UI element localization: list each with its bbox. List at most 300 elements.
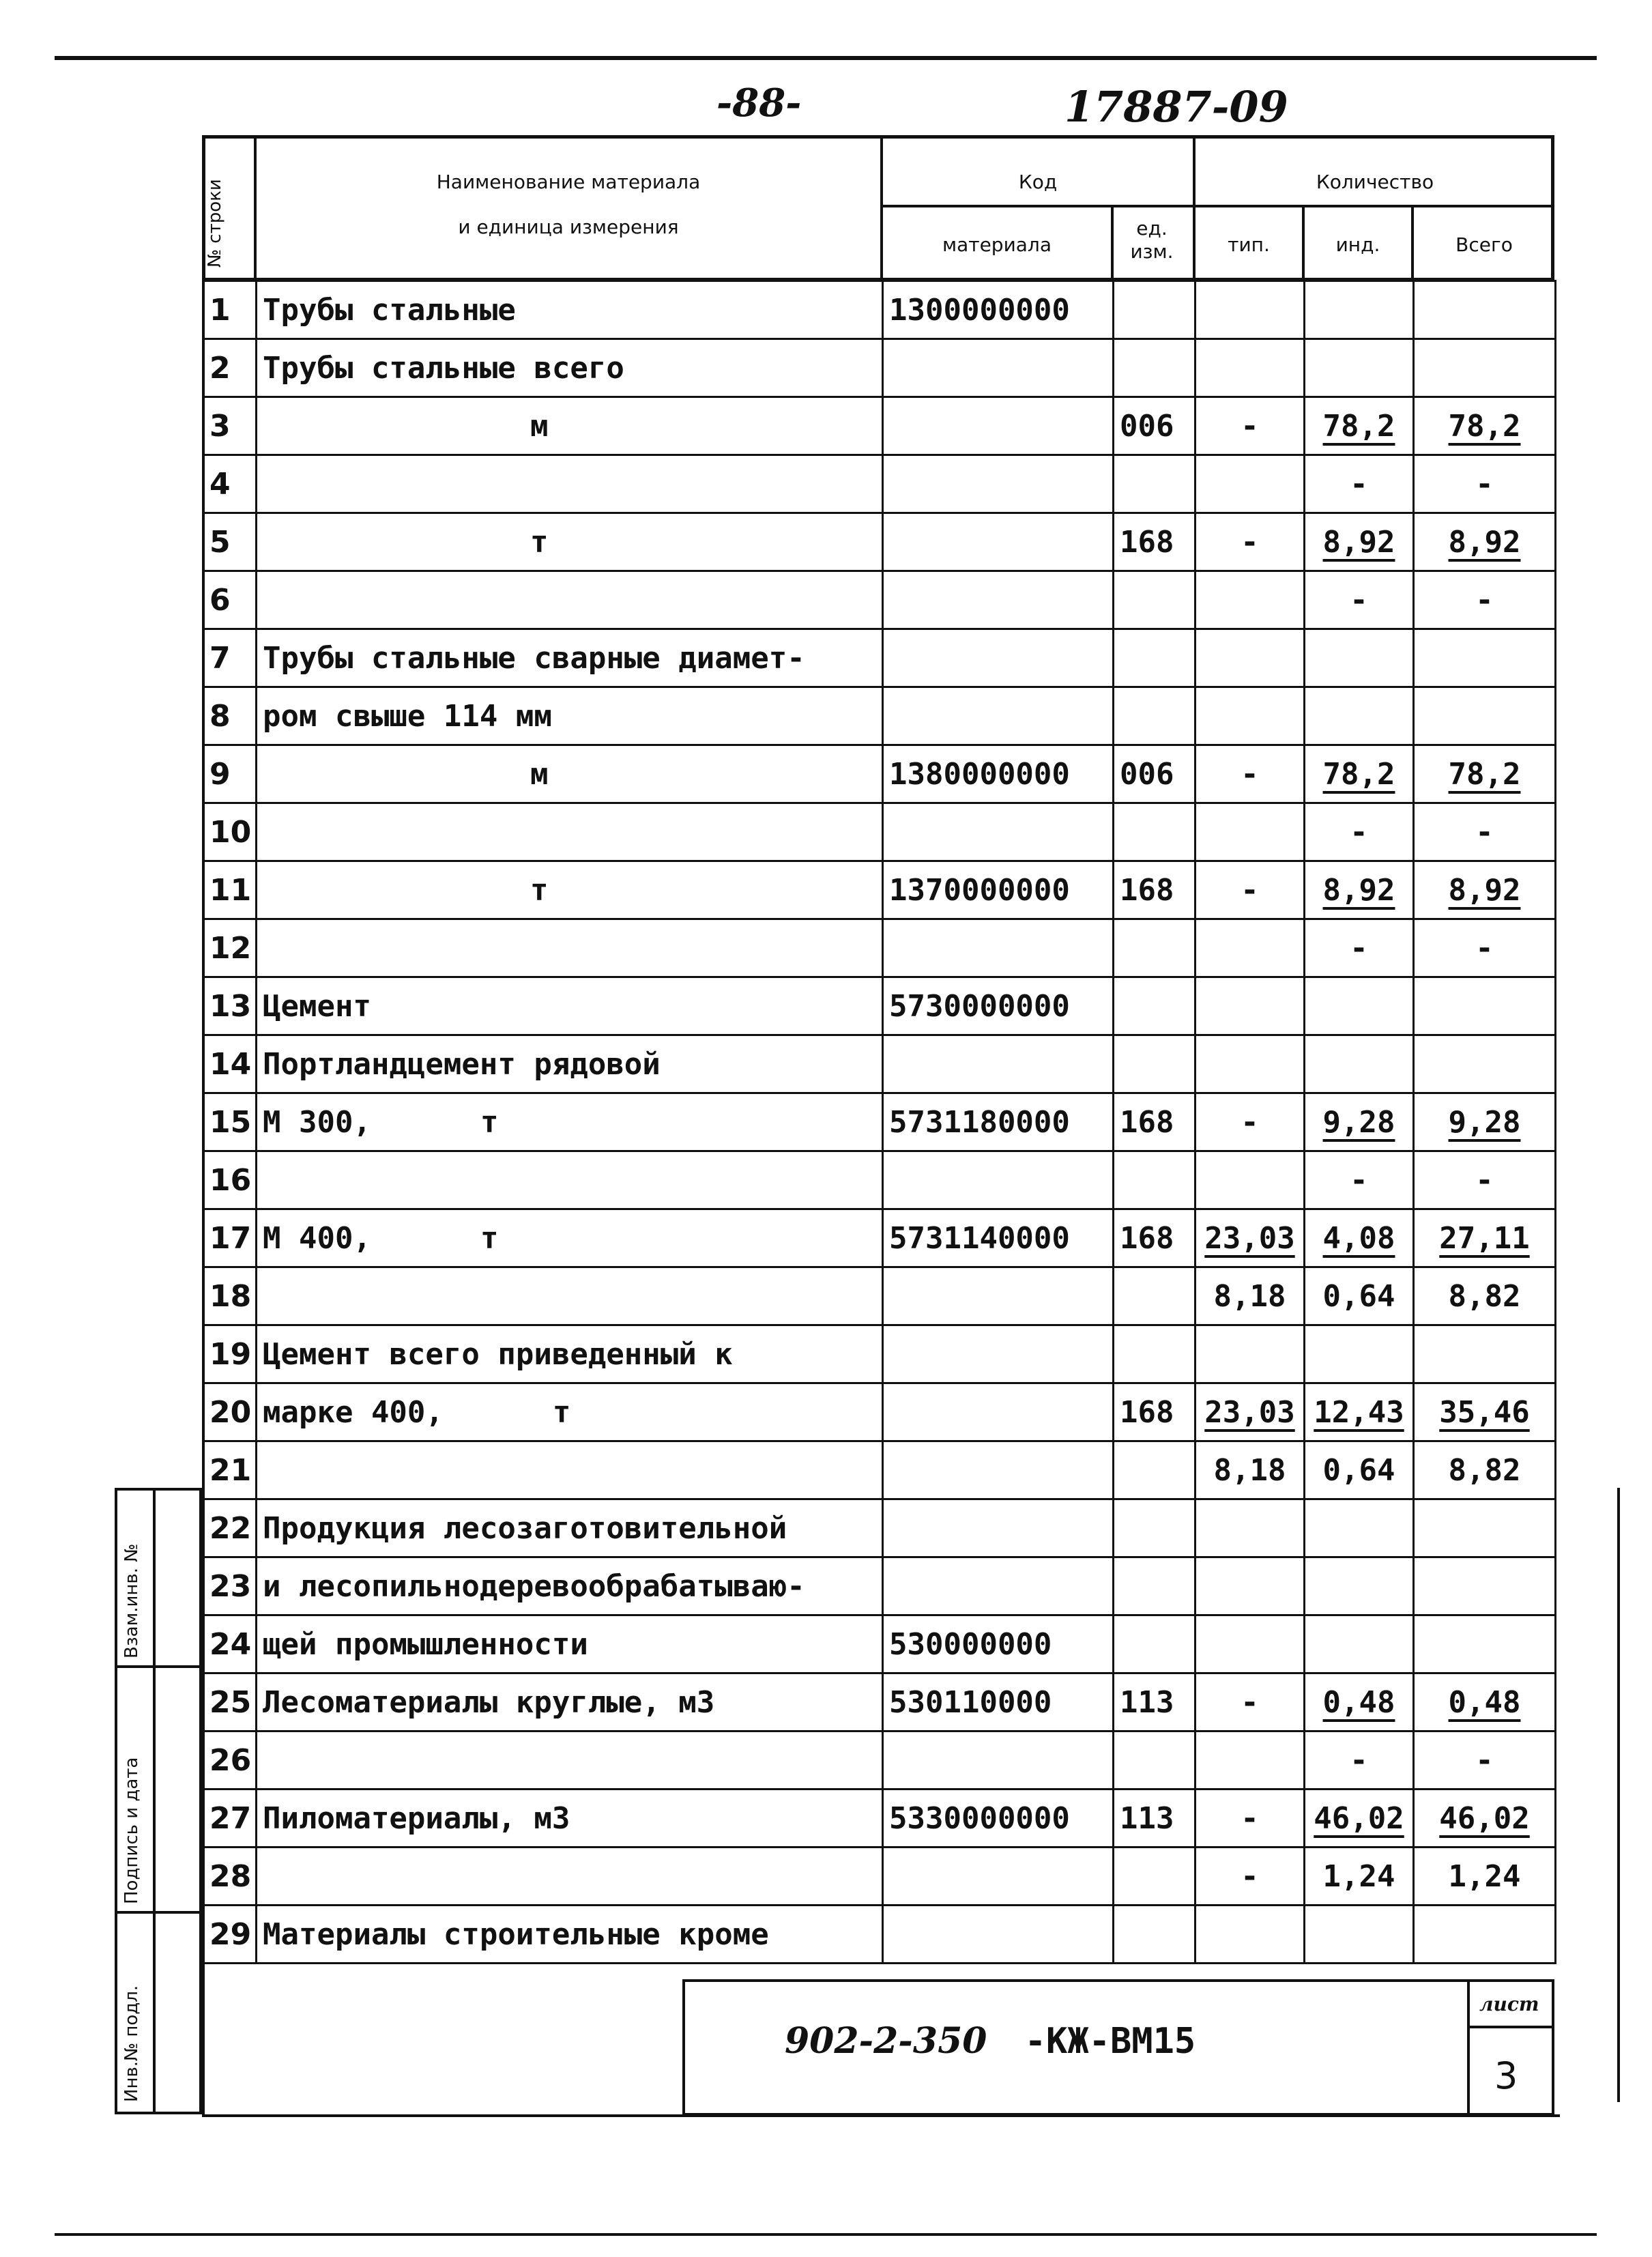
stamp-designation: [785, 2020, 1195, 2062]
material-code: [883, 1267, 1114, 1325]
materials-table: [202, 280, 1556, 1964]
material-name: [257, 281, 883, 339]
material-name: [257, 1789, 883, 1848]
header-name-sub: и единица измерения: [458, 216, 679, 238]
qty-typ-text: -: [1241, 756, 1259, 792]
material-code: [883, 455, 1114, 513]
table-row: [203, 1789, 1556, 1848]
unit-code-text: 168: [1120, 1220, 1174, 1256]
unit-code: [1114, 977, 1195, 1035]
qty-typ-text: -: [1241, 1800, 1259, 1836]
row-number-text: 28: [209, 1858, 252, 1894]
qty-ind-text: 4,08: [1322, 1220, 1395, 1256]
material-name: [257, 571, 883, 629]
qty-typ-text: -: [1241, 1104, 1259, 1140]
row-number-text: 6: [209, 582, 231, 618]
qty-total: [1414, 687, 1556, 745]
material-name-text: и лесопильнодеревообрабатываю-: [263, 1568, 805, 1604]
material-name: [257, 919, 883, 977]
row-number-text: 16: [209, 1162, 252, 1198]
qty-ind: [1305, 1499, 1414, 1557]
qty-ind-text: 0,64: [1322, 1452, 1395, 1488]
row-number-text: 7: [209, 640, 231, 676]
unit-code: [1114, 1383, 1195, 1441]
material-name: [257, 1441, 883, 1499]
qty-typ: [1195, 1093, 1305, 1151]
row-number-text: 29: [209, 1916, 252, 1952]
qty-typ: [1195, 1383, 1305, 1441]
qty-total: [1414, 629, 1556, 687]
table-header: [202, 135, 1554, 281]
material-name-text: ром свыше 114 мм: [263, 698, 552, 734]
material-code-text: 530000000: [889, 1626, 1052, 1662]
qty-ind: [1305, 861, 1414, 919]
unit-code: [1114, 1209, 1195, 1267]
table-row: [203, 1731, 1556, 1789]
row-number: [203, 397, 257, 455]
material-code: [883, 745, 1114, 803]
table-row: [203, 629, 1556, 687]
page-mark: -88-: [716, 81, 802, 126]
row-number-text: 3: [209, 408, 231, 444]
qty-total: [1414, 1848, 1556, 1906]
material-code: [883, 803, 1114, 861]
qty-typ: [1195, 1035, 1305, 1093]
row-number: [203, 571, 257, 629]
qty-ind-text: 0,48: [1322, 1684, 1395, 1720]
material-name: [257, 1848, 883, 1906]
unit-code: [1114, 687, 1195, 745]
material-name-text: Цемент: [263, 988, 371, 1024]
qty-typ: [1195, 1731, 1305, 1789]
material-name-text: Цемент всего приведенный к: [263, 1336, 733, 1372]
material-name: [257, 1673, 883, 1731]
material-name: [257, 745, 883, 803]
material-name-text: Портландцемент рядовой: [263, 1046, 661, 1082]
qty-total: [1414, 1615, 1556, 1673]
qty-typ-text: 23,03: [1204, 1220, 1295, 1256]
qty-total: [1414, 1093, 1556, 1151]
material-name-text: Трубы стальные: [263, 292, 516, 328]
qty-typ: [1195, 1789, 1305, 1848]
material-name-text: м: [530, 408, 549, 444]
material-code-text: 5730000000: [889, 988, 1070, 1024]
qty-typ-text: 23,03: [1204, 1394, 1295, 1430]
qty-ind: [1305, 1673, 1414, 1731]
row-number: [203, 861, 257, 919]
unit-code-text: 113: [1120, 1684, 1174, 1720]
row-number-text: 22: [209, 1510, 252, 1546]
qty-total-text: 8,82: [1448, 1452, 1521, 1488]
qty-total-text: 35,46: [1439, 1394, 1530, 1430]
qty-total-text: 78,2: [1448, 408, 1521, 444]
sheet-label: лист: [1479, 1993, 1539, 2015]
material-unit-text: т: [480, 1220, 499, 1256]
material-name: [257, 1557, 883, 1615]
qty-total-text: -: [1475, 582, 1494, 618]
side-strip-divider: [115, 1665, 202, 1668]
qty-typ: [1195, 1325, 1305, 1383]
row-number-text: 8: [209, 698, 231, 734]
unit-code: [1114, 513, 1195, 571]
row-number: [203, 1906, 257, 1964]
row-number: [203, 1383, 257, 1441]
qty-ind: [1305, 513, 1414, 571]
material-name-text: М 400,: [263, 1220, 371, 1256]
row-number-text: 21: [209, 1452, 252, 1488]
qty-typ: [1195, 803, 1305, 861]
qty-ind: [1305, 1209, 1414, 1267]
qty-total-text: 8,92: [1448, 524, 1521, 560]
material-name: [257, 1383, 883, 1441]
table-row: [203, 571, 1556, 629]
stamp-designation-number: 902-2-350: [785, 2020, 987, 2062]
row-number: [203, 281, 257, 339]
material-name-text: Продукция лесозаготовительной: [263, 1510, 787, 1546]
material-name: [257, 687, 883, 745]
unit-code: [1114, 1441, 1195, 1499]
qty-ind-text: -: [1350, 582, 1368, 618]
qty-total-text: 78,2: [1448, 756, 1521, 792]
table-row: [203, 1267, 1556, 1325]
table-row: [203, 1209, 1556, 1267]
qty-ind: [1305, 687, 1414, 745]
table-row: [203, 803, 1556, 861]
material-code-text: 5731180000: [889, 1104, 1070, 1140]
row-number-text: 2: [209, 350, 231, 386]
qty-typ: [1195, 861, 1305, 919]
material-name: [257, 513, 883, 571]
row-number-text: 5: [209, 524, 231, 560]
header-divider: [254, 135, 257, 281]
qty-total: [1414, 1673, 1556, 1731]
row-number: [203, 1499, 257, 1557]
table-row: [203, 1673, 1556, 1731]
material-name-text: марке 400,: [263, 1394, 444, 1430]
qty-typ: [1195, 1441, 1305, 1499]
unit-code: [1114, 571, 1195, 629]
material-code: [883, 571, 1114, 629]
qty-typ: [1195, 1499, 1305, 1557]
material-code-text: 530110000: [889, 1684, 1052, 1720]
row-number: [203, 977, 257, 1035]
row-number-text: 23: [209, 1568, 252, 1604]
qty-ind: [1305, 1906, 1414, 1964]
header-code: Код: [1018, 171, 1058, 193]
material-unit-text: т: [552, 1394, 571, 1430]
qty-ind-text: -: [1350, 930, 1368, 966]
table-row: [203, 339, 1556, 397]
row-number: [203, 687, 257, 745]
row-number: [203, 1615, 257, 1673]
qty-total: [1414, 919, 1556, 977]
row-number-text: 15: [209, 1104, 252, 1140]
qty-typ: [1195, 629, 1305, 687]
unit-code-text: 006: [1120, 408, 1174, 444]
unit-code-text: 168: [1120, 1104, 1174, 1140]
qty-ind: [1305, 1151, 1414, 1209]
qty-ind: [1305, 1093, 1414, 1151]
material-name: [257, 339, 883, 397]
bottom-outer-line: [55, 2233, 1597, 2236]
row-number: [203, 1267, 257, 1325]
doc-number: 17887-09: [1064, 82, 1288, 132]
material-code: [883, 1906, 1114, 1964]
row-number: [203, 1035, 257, 1093]
unit-code-text: 006: [1120, 756, 1174, 792]
unit-code: [1114, 339, 1195, 397]
sheet-number: 3: [1494, 2054, 1518, 2097]
header-code-unit: ед. изм.: [1130, 217, 1174, 263]
unit-code-text: 168: [1120, 1394, 1174, 1430]
unit-code: [1114, 281, 1195, 339]
qty-total: [1414, 455, 1556, 513]
qty-total: [1414, 803, 1556, 861]
material-code: [883, 1789, 1114, 1848]
qty-ind: [1305, 977, 1414, 1035]
material-code: [883, 977, 1114, 1035]
material-code: [883, 1557, 1114, 1615]
qty-typ: [1195, 281, 1305, 339]
qty-total-text: 46,02: [1439, 1800, 1530, 1836]
unit-code: [1114, 1093, 1195, 1151]
qty-typ: [1195, 1151, 1305, 1209]
material-name: [257, 1731, 883, 1789]
qty-typ: [1195, 1267, 1305, 1325]
material-code: [883, 1615, 1114, 1673]
row-number: [203, 1848, 257, 1906]
qty-ind: [1305, 919, 1414, 977]
unit-code-text: 113: [1120, 1800, 1174, 1836]
qty-typ: [1195, 687, 1305, 745]
header-row-no: № строки: [205, 179, 225, 268]
material-name: [257, 861, 883, 919]
row-number: [203, 629, 257, 687]
qty-typ: [1195, 513, 1305, 571]
qty-typ: [1195, 1615, 1305, 1673]
side-label-inv-podl: Инв.№ подл.: [121, 1985, 142, 2102]
header-qty: Количество: [1316, 171, 1434, 193]
row-number: [203, 745, 257, 803]
material-code: [883, 339, 1114, 397]
table-row: [203, 397, 1556, 455]
side-strip-divider: [153, 1488, 156, 2114]
header-divider: [1193, 135, 1195, 281]
material-name: [257, 803, 883, 861]
material-name: [257, 1035, 883, 1093]
row-number-text: 10: [209, 814, 252, 850]
material-code: [883, 1325, 1114, 1383]
qty-total: [1414, 1557, 1556, 1615]
row-number-text: 17: [209, 1220, 252, 1256]
material-name-text: Трубы стальные сварные диамет-: [263, 640, 805, 676]
qty-total: [1414, 513, 1556, 571]
row-number-text: 19: [209, 1336, 252, 1372]
qty-ind-text: -: [1350, 1162, 1368, 1198]
material-name: [257, 1093, 883, 1151]
stamp-suffix: -КЖ-ВМ15: [1024, 2021, 1196, 2062]
qty-ind: [1305, 1731, 1414, 1789]
qty-total-text: -: [1475, 1742, 1494, 1778]
row-number-text: 24: [209, 1626, 252, 1662]
row-number-text: 25: [209, 1684, 252, 1720]
table-row: [203, 1383, 1556, 1441]
material-name: [257, 1615, 883, 1673]
qty-ind: [1305, 803, 1414, 861]
unit-code: [1114, 1673, 1195, 1731]
row-number-text: 14: [209, 1046, 252, 1082]
unit-code: [1114, 1789, 1195, 1848]
qty-typ: [1195, 977, 1305, 1035]
table-row: [203, 1441, 1556, 1499]
qty-typ: [1195, 1906, 1305, 1964]
unit-code: [1114, 1325, 1195, 1383]
row-number: [203, 1441, 257, 1499]
header-divider: [1111, 205, 1114, 281]
material-code: [883, 1673, 1114, 1731]
row-number-text: 9: [209, 756, 231, 792]
material-unit-text: т: [480, 1104, 499, 1140]
qty-typ-text: -: [1241, 872, 1259, 908]
material-name-text: щей промышленности: [263, 1626, 588, 1662]
qty-total-text: 27,11: [1439, 1220, 1530, 1256]
qty-ind-text: 9,28: [1322, 1104, 1395, 1140]
unit-code: [1114, 1267, 1195, 1325]
material-name-text: т: [530, 524, 549, 560]
row-number: [203, 919, 257, 977]
qty-total: [1414, 1383, 1556, 1441]
qty-typ-text: -: [1241, 524, 1259, 560]
header-qty-typ: тип.: [1228, 233, 1270, 256]
material-name: [257, 1209, 883, 1267]
unit-code-text: 168: [1120, 872, 1174, 908]
material-name: [257, 1499, 883, 1557]
table-row: [203, 977, 1556, 1035]
qty-typ: [1195, 1848, 1305, 1906]
table-row: [203, 861, 1556, 919]
material-code: [883, 1093, 1114, 1151]
material-code: [883, 397, 1114, 455]
header-qty-ind: инд.: [1335, 233, 1380, 256]
right-outer-line: [1617, 1488, 1620, 2102]
qty-ind: [1305, 281, 1414, 339]
qty-total: [1414, 1441, 1556, 1499]
row-number: [203, 1789, 257, 1848]
qty-ind: [1305, 1789, 1414, 1848]
row-number-text: 4: [209, 466, 231, 502]
side-label-vzam-inv: Взам.инв. №: [121, 1543, 142, 1658]
qty-ind: [1305, 397, 1414, 455]
material-name: [257, 397, 883, 455]
qty-ind-text: 78,2: [1322, 756, 1395, 792]
table-row: [203, 1499, 1556, 1557]
table-row: [203, 1151, 1556, 1209]
row-number-text: 13: [209, 988, 252, 1024]
qty-ind-text: -: [1350, 1742, 1368, 1778]
table-row: [203, 745, 1556, 803]
material-code: [883, 1441, 1114, 1499]
unit-code: [1114, 1731, 1195, 1789]
qty-total: [1414, 1151, 1556, 1209]
table-row: [203, 1325, 1556, 1383]
unit-code: [1114, 1615, 1195, 1673]
qty-ind-text: 78,2: [1322, 408, 1395, 444]
unit-code: [1114, 1499, 1195, 1557]
row-number-text: 1: [209, 292, 231, 328]
unit-code-text: 168: [1120, 524, 1174, 560]
table-row: [203, 455, 1556, 513]
qty-total-text: 8,82: [1448, 1278, 1521, 1314]
row-number: [203, 339, 257, 397]
qty-typ-text: 8,18: [1213, 1452, 1286, 1488]
row-number-text: 20: [209, 1394, 252, 1430]
unit-code: [1114, 629, 1195, 687]
material-name: [257, 1267, 883, 1325]
row-number: [203, 513, 257, 571]
qty-ind: [1305, 1035, 1414, 1093]
table-row: [203, 1906, 1556, 1964]
row-number: [203, 1093, 257, 1151]
row-number: [203, 1673, 257, 1731]
qty-ind: [1305, 571, 1414, 629]
table-row: [203, 281, 1556, 339]
material-name-text: т: [530, 872, 549, 908]
unit-code: [1114, 455, 1195, 513]
qty-total: [1414, 339, 1556, 397]
qty-total: [1414, 571, 1556, 629]
material-code: [883, 687, 1114, 745]
table-row: [203, 687, 1556, 745]
row-number: [203, 1731, 257, 1789]
row-number-text: 12: [209, 930, 252, 966]
qty-typ-text: -: [1241, 408, 1259, 444]
unit-code: [1114, 1557, 1195, 1615]
material-code: [883, 1035, 1114, 1093]
table-row: [203, 1848, 1556, 1906]
material-code-text: 1300000000: [889, 292, 1070, 328]
side-label-sign-date: Подпись и дата: [121, 1757, 142, 1904]
material-name: [257, 629, 883, 687]
material-name-text: Материалы строительные кроме: [263, 1916, 769, 1952]
qty-total: [1414, 1035, 1556, 1093]
qty-ind: [1305, 1848, 1414, 1906]
qty-total: [1414, 1267, 1556, 1325]
qty-total: [1414, 977, 1556, 1035]
qty-total-text: 9,28: [1448, 1104, 1521, 1140]
qty-typ-text: -: [1241, 1858, 1259, 1894]
header-code-material: материала: [942, 233, 1052, 256]
material-code: [883, 861, 1114, 919]
qty-total: [1414, 1789, 1556, 1848]
qty-total-text: 0,48: [1448, 1684, 1521, 1720]
qty-total-text: 8,92: [1448, 872, 1521, 908]
qty-total: [1414, 1209, 1556, 1267]
unit-code: [1114, 919, 1195, 977]
material-code-text: 5731140000: [889, 1220, 1070, 1256]
row-number-text: 27: [209, 1800, 252, 1836]
material-code: [883, 281, 1114, 339]
qty-ind: [1305, 1441, 1414, 1499]
row-number: [203, 455, 257, 513]
qty-ind-text: 12,43: [1314, 1394, 1404, 1430]
row-number-text: 18: [209, 1278, 252, 1314]
material-name: [257, 977, 883, 1035]
unit-code: [1114, 861, 1195, 919]
row-number: [203, 1151, 257, 1209]
table-row: [203, 919, 1556, 977]
unit-code: [1114, 1151, 1195, 1209]
qty-ind-text: -: [1350, 814, 1368, 850]
